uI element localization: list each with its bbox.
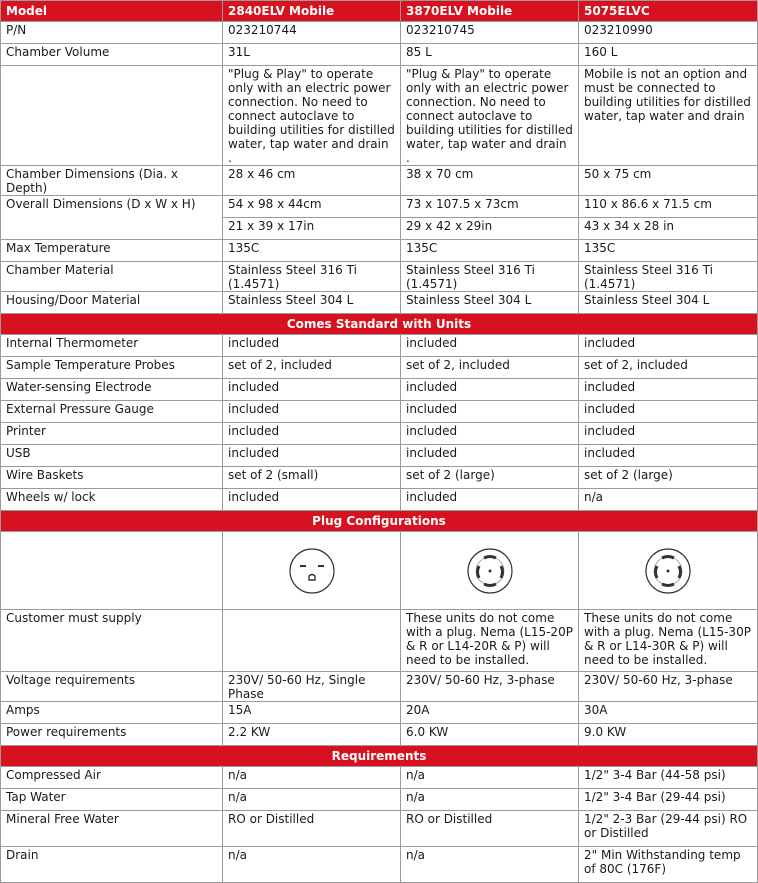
row-label: Housing/Door Material: [1, 292, 223, 314]
max-temperature-row: [1, 240, 758, 262]
standard-row: [1, 379, 758, 401]
customer-supply-row: [1, 610, 758, 672]
chamber-material-value: Stainless Steel 316 Ti (1.4571): [401, 262, 579, 292]
section-title: Plug Configurations: [1, 511, 758, 532]
chamber-dimensions-value: 28 x 46 cm: [223, 166, 401, 196]
row-label: Customer must supply: [1, 610, 223, 672]
standard-value: included: [223, 379, 401, 401]
plug-image-cell: [579, 532, 758, 610]
standard-value: included: [223, 445, 401, 467]
power-value: 6.0 KW: [401, 724, 579, 746]
max-temperature-value: 135C: [401, 240, 579, 262]
plug-images-row: [1, 532, 758, 610]
row-label: Tap Water: [1, 789, 223, 811]
pn-value: 023210744: [223, 22, 401, 44]
requirement-value: n/a: [401, 767, 579, 789]
notes-value: "Plug & Play" to operate only with an electric power connection. No need to connect autoclave to building utilities for distilled water, tap water and drain .: [401, 66, 579, 166]
standard-value: included: [401, 489, 579, 511]
requirement-value: 2" Min Withstanding temp of 80C (176F): [579, 847, 758, 883]
customer-supply-value: These units do not come with a plug. Nema (L15-20P & R or L14-20R & P) will need to be installed.: [401, 610, 579, 672]
row-label: Power requirements: [1, 724, 223, 746]
standard-value: included: [579, 423, 758, 445]
standard-value: included: [223, 423, 401, 445]
standard-value: set of 2, included: [223, 357, 401, 379]
chamber-material-row: [1, 262, 758, 292]
standard-value: set of 2 (large): [401, 467, 579, 489]
model-label: Model: [1, 1, 223, 22]
row-label: Internal Thermometer: [1, 335, 223, 357]
standard-row: [1, 335, 758, 357]
chamber-material-value: Stainless Steel 316 Ti (1.4571): [579, 262, 758, 292]
chamber-volume-value: 31L: [223, 44, 401, 66]
row-label: Chamber Dimensions (Dia. x Depth): [1, 166, 223, 196]
standard-value: included: [223, 489, 401, 511]
section-header-plug: [1, 511, 758, 532]
customer-supply-value: [223, 610, 401, 672]
row-label: Printer: [1, 423, 223, 445]
requirement-value: n/a: [223, 789, 401, 811]
plug-image-cell: [223, 532, 401, 610]
housing-material-row: [1, 292, 758, 314]
nema-l15-30-plug-icon: [465, 546, 515, 596]
requirement-value: n/a: [401, 789, 579, 811]
section-title: Comes Standard with Units: [1, 314, 758, 335]
section-title: Requirements: [1, 746, 758, 767]
requirement-value: RO or Distilled: [223, 811, 401, 847]
voltage-value: 230V/ 50-60 Hz, 3-phase: [401, 672, 579, 702]
overall-dimensions-metric: 54 x 98 x 44cm: [223, 196, 401, 218]
power-value: 9.0 KW: [579, 724, 758, 746]
section-header-standard: [1, 314, 758, 335]
pn-value: 023210990: [579, 22, 758, 44]
standard-value: included: [579, 335, 758, 357]
standard-value: included: [579, 445, 758, 467]
pn-value: 023210745: [401, 22, 579, 44]
chamber-material-value: Stainless Steel 316 Ti (1.4571): [223, 262, 401, 292]
standard-row: [1, 489, 758, 511]
plug-image-cell: [401, 532, 579, 610]
standard-value: included: [401, 423, 579, 445]
chamber-dimensions-value: 50 x 75 cm: [579, 166, 758, 196]
row-label: Mineral Free Water: [1, 811, 223, 847]
requirement-row: [1, 847, 758, 883]
nema-5-15-plug-icon: [287, 546, 337, 596]
standard-value: included: [223, 335, 401, 357]
standard-value: included: [579, 379, 758, 401]
standard-row: [1, 423, 758, 445]
overall-dimensions-imperial: 21 x 39 x 17in: [223, 218, 401, 240]
power-value: 2.2 KW: [223, 724, 401, 746]
row-label: Amps: [1, 702, 223, 724]
standard-row: [1, 467, 758, 489]
max-temperature-value: 135C: [579, 240, 758, 262]
requirement-value: RO or Distilled: [401, 811, 579, 847]
row-label: USB: [1, 445, 223, 467]
row-label: Compressed Air: [1, 767, 223, 789]
row-label: Max Temperature: [1, 240, 223, 262]
requirement-row: [1, 789, 758, 811]
overall-dimensions-metric: 73 x 107.5 x 73cm: [401, 196, 579, 218]
section-header-requirements: [1, 746, 758, 767]
standard-value: included: [401, 401, 579, 423]
housing-material-value: Stainless Steel 304 L: [223, 292, 401, 314]
chamber-volume-row: [1, 44, 758, 66]
standard-value: set of 2 (small): [223, 467, 401, 489]
voltage-value: 230V/ 50-60 Hz, 3-phase: [579, 672, 758, 702]
row-label: Overall Dimensions (D x W x H): [1, 196, 223, 240]
pn-row: [1, 22, 758, 44]
row-label: [1, 66, 223, 166]
row-label: Drain: [1, 847, 223, 883]
overall-dimensions-metric: 110 x 86.6 x 71.5 cm: [579, 196, 758, 218]
requirement-value: n/a: [223, 847, 401, 883]
notes-row: [1, 66, 758, 166]
standard-value: n/a: [579, 489, 758, 511]
housing-material-value: Stainless Steel 304 L: [579, 292, 758, 314]
standard-value: included: [401, 335, 579, 357]
row-label: Wire Baskets: [1, 467, 223, 489]
row-label: External Pressure Gauge: [1, 401, 223, 423]
nema-l15-30-plug-icon: [643, 546, 693, 596]
chamber-volume-value: 85 L: [401, 44, 579, 66]
amps-row: [1, 702, 758, 724]
row-label: Water-sensing Electrode: [1, 379, 223, 401]
requirement-value: n/a: [401, 847, 579, 883]
row-label: Sample Temperature Probes: [1, 357, 223, 379]
model-name: 2840ELV Mobile: [223, 1, 401, 22]
header-row: [1, 1, 758, 22]
model-name: 5075ELVC: [579, 1, 758, 22]
amps-value: 20A: [401, 702, 579, 724]
standard-value: set of 2, included: [579, 357, 758, 379]
voltage-row: [1, 672, 758, 702]
standard-value: set of 2 (large): [579, 467, 758, 489]
requirement-row: [1, 811, 758, 847]
standard-row: [1, 401, 758, 423]
standard-value: included: [223, 401, 401, 423]
standard-row: [1, 445, 758, 467]
row-label: Chamber Material: [1, 262, 223, 292]
requirement-row: [1, 767, 758, 789]
chamber-dimensions-value: 38 x 70 cm: [401, 166, 579, 196]
overall-dimensions-metric-row: [1, 196, 758, 218]
row-label: P/N: [1, 22, 223, 44]
requirement-value: 1/2" 3-4 Bar (29-44 psi): [579, 789, 758, 811]
requirement-value: 1/2" 2-3 Bar (29-44 psi) RO or Distilled: [579, 811, 758, 847]
requirement-value: 1/2" 3-4 Bar (44-58 psi): [579, 767, 758, 789]
notes-value: "Plug & Play" to operate only with an electric power connection. No need to connect autoclave to building utilities for distilled water, tap water and drain .: [223, 66, 401, 166]
standard-value: included: [401, 445, 579, 467]
voltage-value: 230V/ 50-60 Hz, Single Phase: [223, 672, 401, 702]
standard-value: set of 2, included: [401, 357, 579, 379]
customer-supply-value: These units do not come with a plug. Nema (L15-30P & R or L14-30R & P) will need to be installed.: [579, 610, 758, 672]
chamber-dimensions-row: [1, 166, 758, 196]
requirement-value: n/a: [223, 767, 401, 789]
housing-material-value: Stainless Steel 304 L: [401, 292, 579, 314]
row-label: Voltage requirements: [1, 672, 223, 702]
row-label-empty: [1, 532, 223, 610]
power-row: [1, 724, 758, 746]
model-name: 3870ELV Mobile: [401, 1, 579, 22]
overall-dimensions-imperial: 29 x 42 x 29in: [401, 218, 579, 240]
amps-value: 30A: [579, 702, 758, 724]
chamber-volume-value: 160 L: [579, 44, 758, 66]
row-label: Chamber Volume: [1, 44, 223, 66]
standard-value: included: [401, 379, 579, 401]
max-temperature-value: 135C: [223, 240, 401, 262]
notes-value: Mobile is not an option and must be connected to building utilities for distilled water, tap water and drain: [579, 66, 758, 166]
overall-dimensions-imperial: 43 x 34 x 28 in: [579, 218, 758, 240]
amps-value: 15A: [223, 702, 401, 724]
row-label: Wheels w/ lock: [1, 489, 223, 511]
standard-row: [1, 357, 758, 379]
standard-value: included: [579, 401, 758, 423]
